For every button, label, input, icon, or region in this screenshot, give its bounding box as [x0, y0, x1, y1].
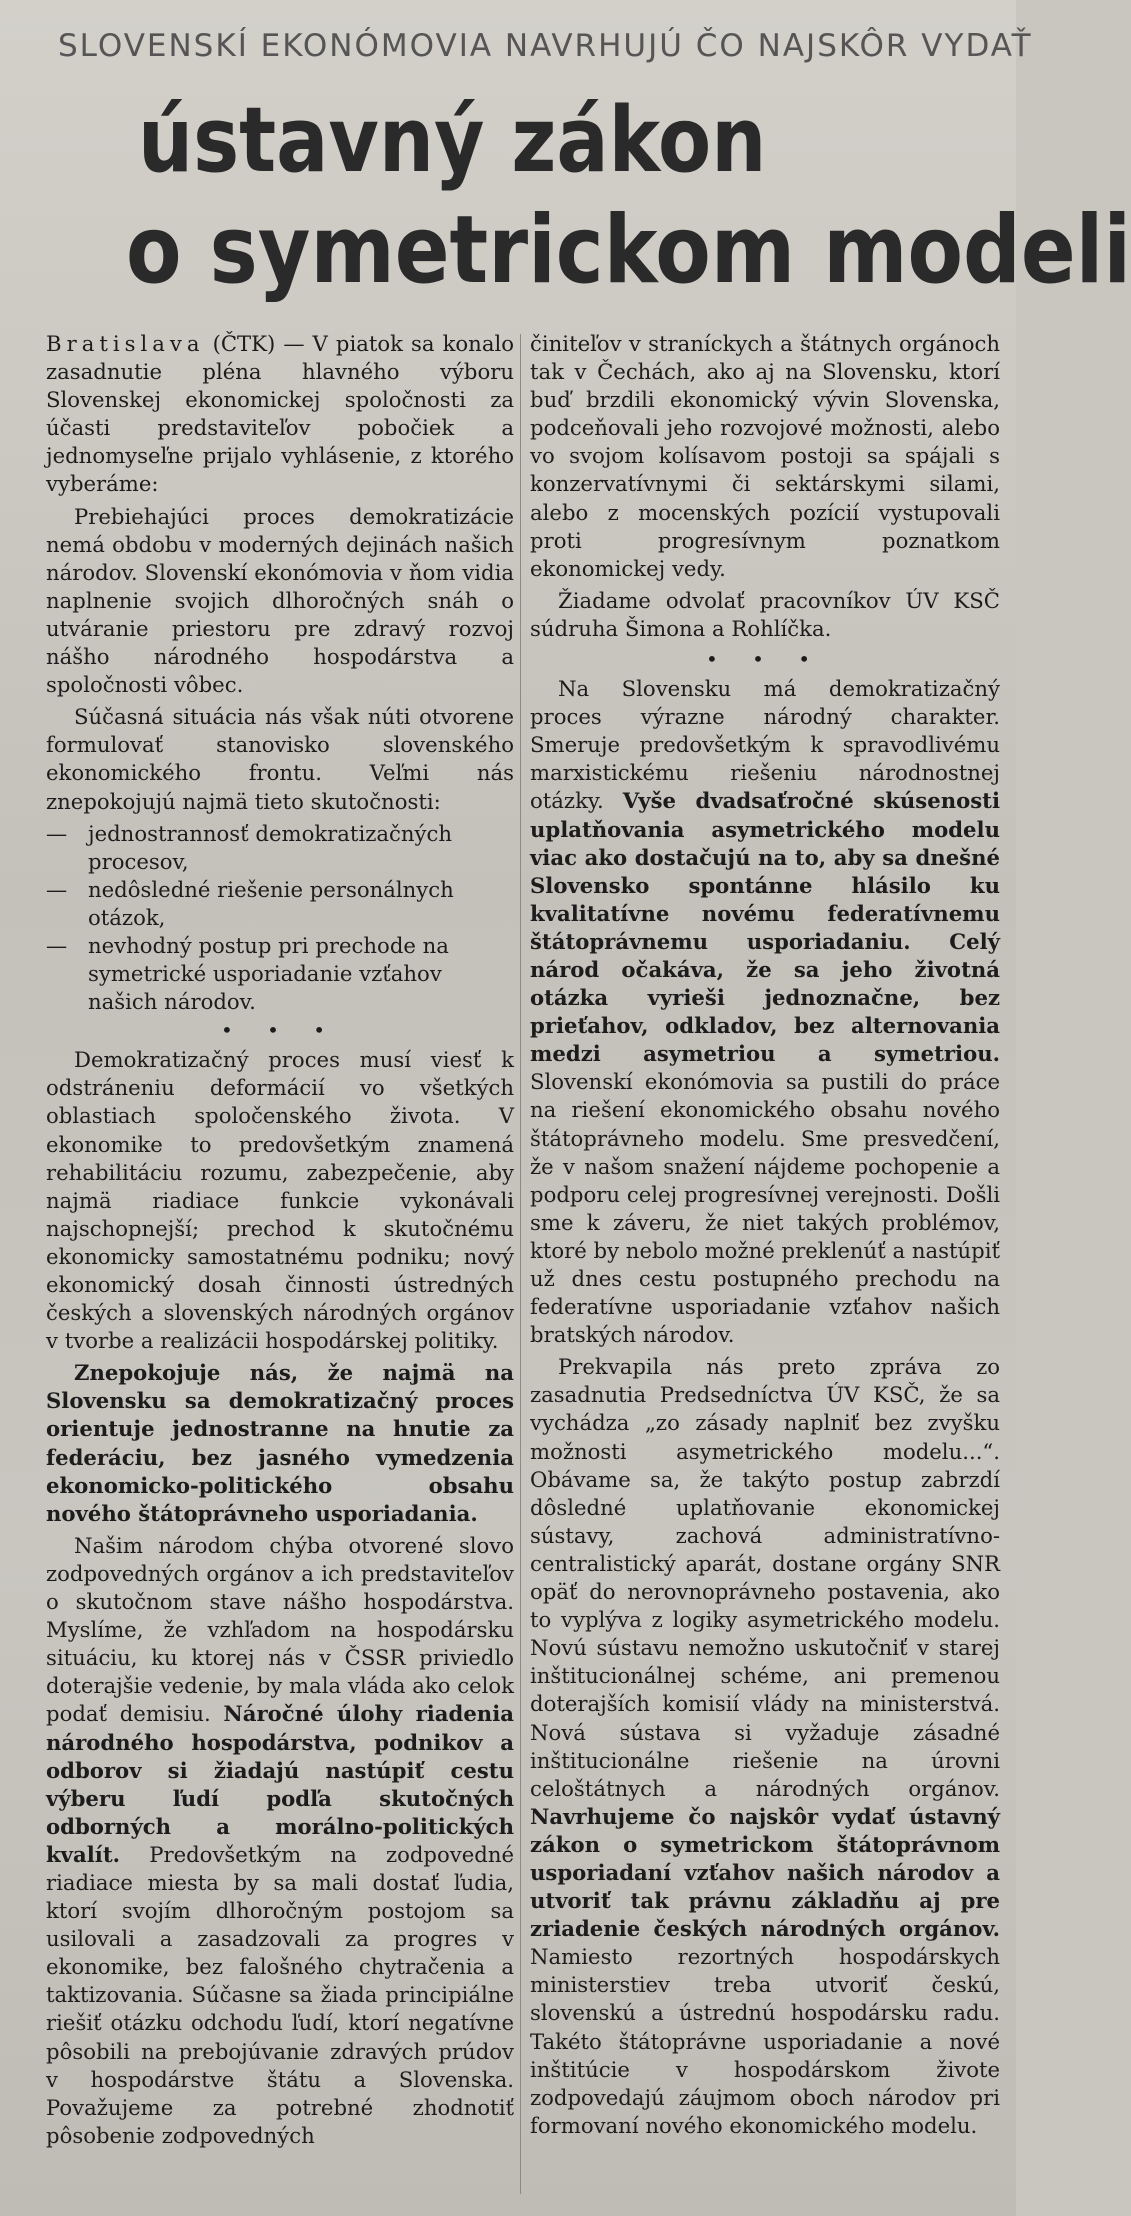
kicker-line: SLOVENSKÍ EKONÓMOVIA NAVRHUJÚ ČO NAJSKÔR VYDAŤ	[58, 28, 1033, 64]
paragraph	[530, 1353, 1000, 2140]
text-run: Slovenskí ekonómovia sa pustili do práce na riešení ekonomického obsahu nového štátoprávneho modelu. Sme presvedčení, že v našom snažení nájdeme pochopenie a podporu celej progresívnej verejnosti. Došli sme k záveru, že niet takých problémov, ktoré by nebolo možné preklenúť a nastúpiť už dnes cestu postupného prechodu na federatívne usporiadanie vzťahov našich bratských národov.	[530, 1069, 1000, 1348]
paragraph: Súčasná situácia nás však núti otvorene formulovať stanovisko slovenského ekonomického frontu. Veľmi nás znepokojujú najmä tieto skutočnosti:	[46, 704, 514, 814]
article-column-right	[530, 330, 1000, 2144]
paragraph-lead	[46, 330, 514, 499]
paragraph: Prebiehajúci proces demokratizácie nemá obdobu v moderných dejinách našich národov. Slovenskí ekonómovia v ňom vidia naplnenie svojich dlhoročných snáh o utváranie priestoru pre zdravý rozvoj nášho národného hospodárstva a spoločnosti vôbec.	[46, 503, 514, 698]
headline-line-2: o symetrickom modeli	[126, 196, 1131, 305]
headline-line-1: ústavný zákon	[138, 88, 767, 193]
list-item: — nevhodný postup pri prechode na symetrické usporiadanie vzťahov našich národov.	[46, 932, 514, 1016]
bold-text: Znepokojuje nás, že najmä na Slovensku sa demokratizačný proces orientuje jednostranne na hnutie za federáciu, bez jasného vymedzenia ekonomicko-politického obsahu nového štátoprávneho usporiadania.	[46, 1360, 514, 1526]
paragraph	[530, 675, 1000, 1349]
article-column-left	[46, 330, 514, 2154]
text-run: Na Slovensku má demokratizačný proces výrazne národný charakter. Smeruje predovšetkým k spravodlivému marxistickému riešeniu národnostnej otázky.	[530, 676, 1000, 814]
lead-text: (ČTK) — V piatok sa konalo zasadnutie pléna hlavného výboru Slovenskej ekonomickej spoločnosti za účasti predstaviteľov pobočiek a jednomyseľne prijalo vyhlásenie, z ktorého vyberáme:	[46, 331, 514, 497]
bold-text: Vyše dvadsaťročné skúsenosti uplatňovania asymetrického modelu viac ako dostačujú na to, aby sa dnešné Slovensko spontánne hlásilo ku kvalitatívne novému federatívnemu štátoprávnemu usporiadaniu. Celý národ očakáva, že sa jeho životná otázka vyrieši jednoznačne, bez prieťahov, odkladov, bez alternovania medzi asymetriou a symetriou.	[530, 788, 1001, 1067]
section-separator: • • •	[705, 647, 825, 672]
paragraph: Demokratizačný proces musí viesť k odstráneniu deformácií vo všetkých oblastiach spoločenského života. V ekonomike to predovšetkým znamená rehabilitáciu rozumu, zabezpečenie, aby najmä riadiace funkcie vykonávali najschopnejší; prechod k skutočnému ekonomicky samostatnému podniku; nový ekonomický dosah činnosti ústredných českých a slovenských národných orgánov v tvorbe a realizácii hospodárskej politiky.	[46, 1047, 514, 1354]
section-separator: • • •	[220, 1018, 340, 1043]
list-item: — jednostrannosť demokratizačných procesov,	[46, 820, 514, 876]
concerns-list	[46, 820, 514, 1017]
text-run: Prekvapila nás preto zpráva zo zasadnutia Predsedníctva ÚV KSČ, že sa vychádza „zo zásady naplniť bez zvyšku možnosti asymetrického modelu...“. Obávame sa, že takýto postup zabrzdí dôsledné uplatňovanie ekonomickej sústavy, zachová administratívno-centralistický aparát, dostane orgány SNR opäť do nerovnoprávneho postavenia, ako to vyplýva z logiky asymetrického modelu. Novú sústavu nemožno uskutočniť v starej inštitucionálnej schéme, ani premenou doterajších komisií vlády na ministerstvá. Nová sústava si vyžaduje zásadné inštitucionálne riešenie na úrovni celoštátnych a národných orgánov.	[530, 1354, 1000, 1801]
paragraph-bold	[46, 1359, 514, 1528]
paragraph	[46, 1532, 514, 2150]
bold-text: Náročné úlohy riadenia národného hospodárstva, podnikov a odborov si žiadajú nastúpiť cestu výberu ľudí podľa skutočných odborných a morálno-politických kvalít.	[46, 1701, 514, 1867]
dateline: Bratislava	[46, 331, 205, 356]
column-divider	[520, 334, 521, 2194]
text-run: Predovšetkým na zodpovedné riadiace miesta by sa mali dostať ľudia, ktorí svojím dlhoročným postojom sa usilovali a zasadzovali za progres v ekonomike, bez falošného chytračenia a taktizovania. Súčasne sa žiada principiálne riešiť otázku odchodu ľudí, ktorí negatívne pôsobili na prebojúvanie zdravých prúdov v hospodárstve štátu a Slovenska. Považujeme za potrebné zhodnotiť pôsobenie zodpovedných	[46, 1841, 514, 2148]
text-run: Našim národom chýba otvorené slovo zodpovedných orgánov a ich predstaviteľov o skutočnom stave nášho hospodárstva. Myslíme, že vzhľadom na hospodársku situáciu, ku ktorej nás v ČSSR priviedlo doterajšie vedenie, by mala vláda ako celok podať demisiu.	[46, 1532, 514, 1727]
text-run: Namiesto rezortných hospodárskych ministerstiev treba utvoriť českú, slovenskú a ústrednú hospodársku radu. Takéto štátoprávne usporiadanie a nové inštitúcie v hospodárskom živote zodpovedajú záujmom oboch národov pri formovaní nového ekonomického modelu.	[530, 1944, 1000, 2138]
bold-text: Navrhujeme čo najskôr vydať ústavný zákon o symetrickom štátoprávnom usporiadaní vzťahov našich národov a utvoriť tak právnu základňu aj pre zriadenie českých národných orgánov.	[530, 1803, 1000, 1942]
paragraph: Žiadame odvolať pracovníkov ÚV KSČ súdruha Šimona a Rohlíčka.	[530, 587, 1000, 641]
list-item: — nedôsledné riešenie personálnych otázok,	[46, 876, 514, 932]
paragraph: činiteľov v straníckych a štátnych orgánoch tak v Čechách, ako aj na Slovensku, ktorí buď brzdili ekonomický vývin Slovenska, podceňovali jeho rozvojové možnosti, alebo vo svojom kolísavom postoji sa spájali s konzervatívnymi či sektárskymi silami, alebo z mocenských pozícií vystupovali proti progresívnym poznatkom ekonomickej vedy.	[530, 331, 1000, 581]
